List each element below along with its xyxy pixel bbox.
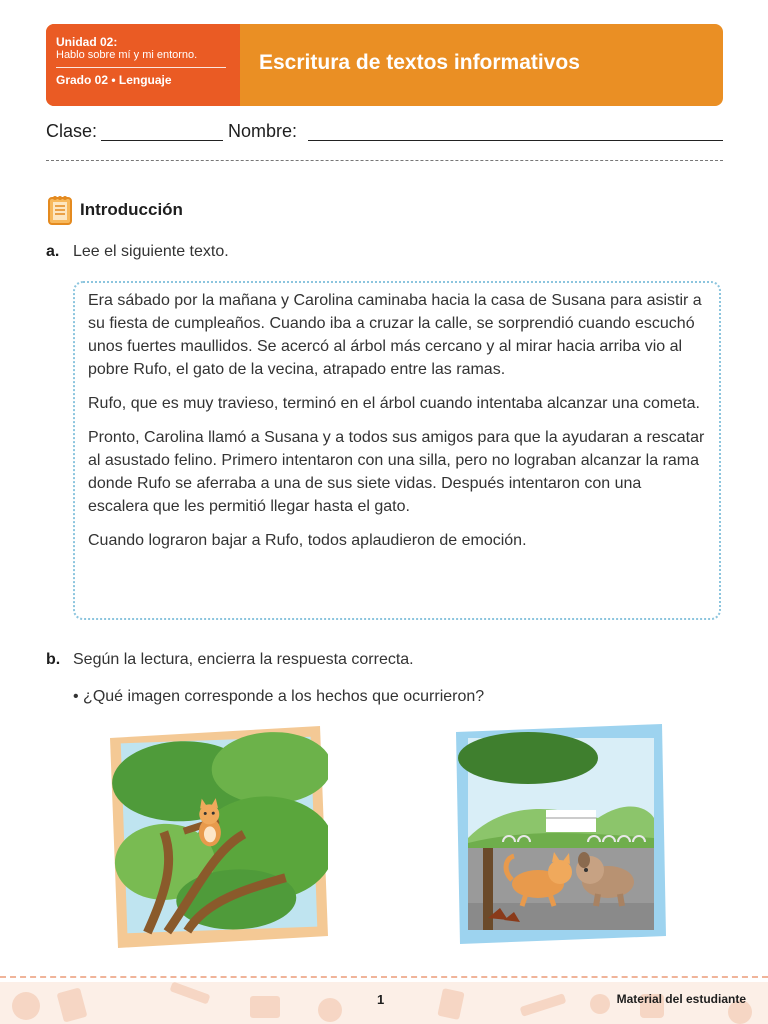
unit-header [46,24,723,106]
notepad-icon [46,194,74,226]
passage-paragraph: Pronto, Carolina llamó a Susana y a todos sus amigos para que la ayudaran a rescatar al asustado felino. Primero intentaron con una silla, pero no lograban alcanzar la rama donde Rufo se aferraba a una de sus siete vidas. Después intentaron con una escalera que les permitió llegar hasta el gato. [88,429,705,515]
cat-and-dog-park-image[interactable] [456,724,666,944]
grade-label: Grado 02 • Lenguaje [56,73,172,87]
unit-info-panel [46,24,240,106]
class-field[interactable] [101,140,223,141]
question-text: • ¿Qué imagen corresponde a los hechos que ocurrieron? [73,688,485,705]
passage-paragraph: Rufo, que es muy travieso, terminó en el árbol cuando intentaba alcanzar una cometa. [88,395,700,412]
student-info-line [46,121,723,145]
instruction-b [46,651,414,669]
unit-title: Unidad 02: [56,35,118,49]
passage-paragraph: Cuando lograron bajar a Rufo, todos aplaudieron de emoción. [88,532,527,549]
page-title: Escritura de textos informativos [259,51,580,74]
footer-label: Material del estudiante [616,992,746,1006]
dashed-divider [46,160,723,161]
section-title: Introducción [80,200,183,219]
header-divider [56,67,226,68]
reading-passage [73,281,721,620]
page-number: 1 [377,992,385,1007]
instruction-b-text: Según la lectura, encierra la respuesta correcta. [73,651,414,668]
cat-in-tree-image[interactable] [110,726,328,948]
unit-subtitle: Hablo sobre mí y mi entorno. [56,49,198,61]
instruction-a-marker: a. [46,243,60,260]
section-heading [46,194,183,226]
instruction-b-marker: b. [46,651,61,668]
passage-paragraph: Era sábado por la mañana y Carolina caminaba hacia la casa de Susana para asistir a su fiesta de cumpleaños. Cuando iba a cruzar la calle, se sorprendió cuando escuchó unos fuertes maullidos. Se acercó al árbol más cercano y al mirar hacia arriba vio al pobre Rufo, el gato de la vecina, atrapado entre las ramas. [88,292,702,378]
class-label: Clase: [46,121,98,141]
instruction-a [46,243,229,261]
name-field[interactable] [308,140,723,141]
name-label: Nombre: [228,121,298,141]
footer-divider [0,976,768,978]
instruction-a-text: Lee el siguiente texto. [73,243,229,260]
